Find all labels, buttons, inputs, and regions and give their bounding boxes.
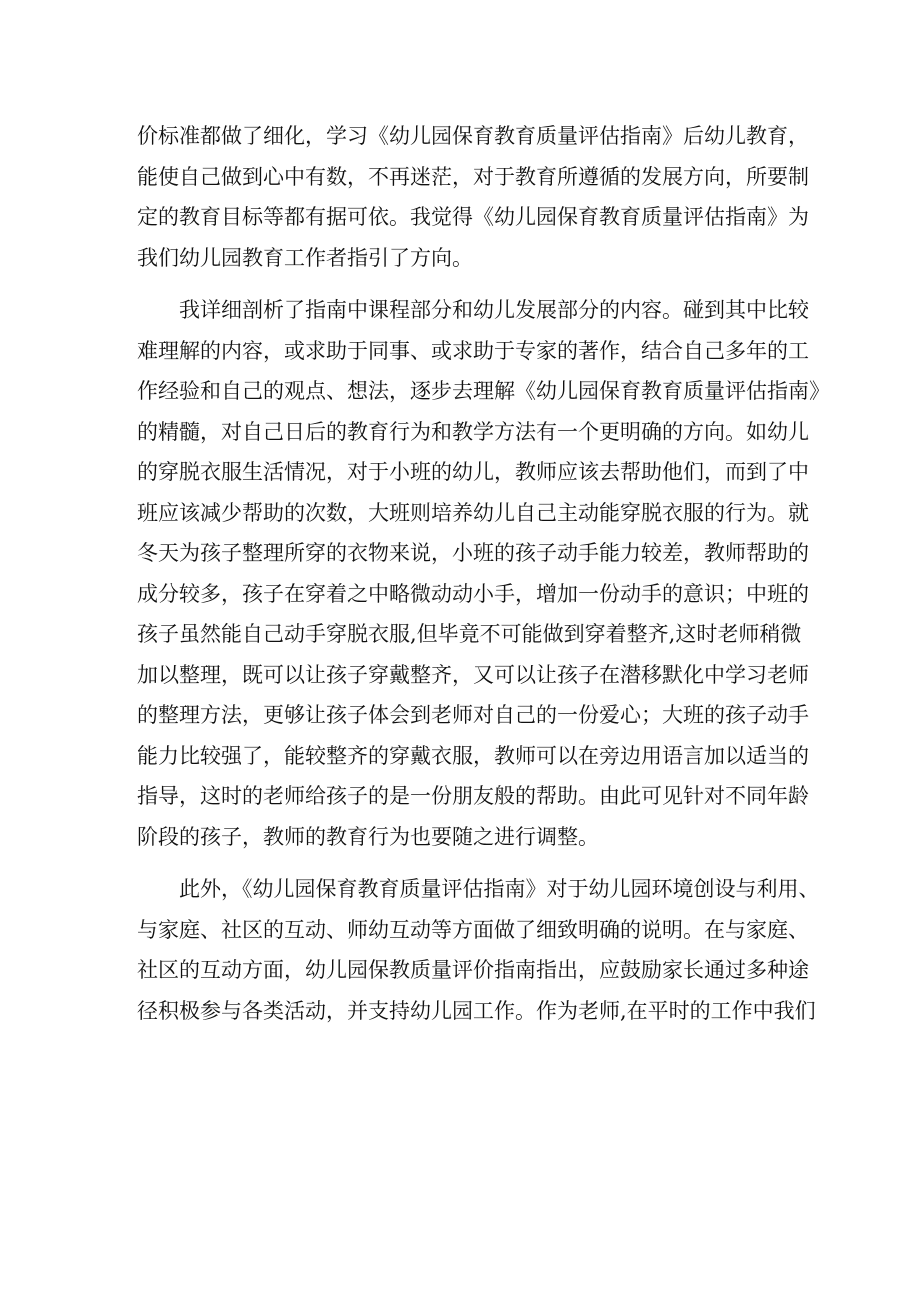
paragraph-line: 加以整理，既可以让孩子穿戴整齐，又可以让孩子在潜移默化中学习老师	[137, 662, 809, 687]
paragraph-line: 孩子虽然能自己动手穿脱衣服,但毕竟不可能做到穿着整齐,这时老师稍微	[137, 622, 802, 646]
paragraph-line: 我详细剖析了指南中课程部分和幼儿发展部分的内容。碰到其中比较	[179, 298, 809, 322]
paragraph-line: 与家庭、社区的互动、师幼互动等方面做了细致明确的说明。在与家庭、	[137, 917, 809, 942]
paragraph-line: 冬天为孩子整理所穿的衣物来说，小班的孩子动手能力较差，教师帮助的	[137, 541, 809, 565]
paragraph-line: 作经验和自己的观点、想法，逐步去理解《幼儿园保育教育质量评估指南》	[137, 379, 830, 403]
paragraph-line: 此外，《幼儿园保育教育质量评估指南》对于幼儿园环境创设与利用、	[179, 877, 820, 901]
paragraph-line: 成分较多，孩子在穿着之中略微动动小手，增加一份动手的意识；中班的	[137, 581, 809, 606]
paragraph-1	[137, 116, 809, 278]
document-body	[137, 116, 830, 1031]
paragraph-line: 指导，这时的老师给孩子的是一份朋友般的帮助。由此可见针对不同年龄	[137, 784, 809, 808]
paragraph-line: 能力比较强了，能较整齐的穿戴衣服，教师可以在旁边用语言加以适当的	[137, 743, 809, 768]
paragraph-line: 径积极参与各类活动，并支持幼儿园工作。作为老师,在平时的工作中我们	[137, 998, 816, 1023]
paragraph-line: 能使自己做到心中有数，不再迷茫，对于教育所遵循的发展方向，所要制	[137, 164, 809, 189]
paragraph-line: 社区的互动方面，幼儿园保教质量评价指南指出，应鼓励家长通过多种途	[137, 958, 809, 982]
paragraph-line: 我们幼儿园教育工作者指引了方向。	[137, 245, 473, 270]
paragraph-line: 价标准都做了细化，学习《幼儿园保育教育质量评估指南》后幼儿教育，	[137, 124, 809, 148]
paragraph-line: 定的教育目标等都有据可依。我觉得《幼儿园保育教育质量评估指南》为	[137, 205, 809, 229]
paragraph-line: 的精髓，对自己日后的教育行为和教学方法有一个更明确的方向。如幼儿	[137, 419, 809, 444]
paragraph-line: 班应该减少帮助的次数，大班则培养幼儿自己主动能穿脱衣服的行为。就	[137, 500, 809, 525]
paragraph-2	[137, 290, 830, 857]
paragraph-3	[137, 869, 820, 1031]
paragraph-line: 阶段的孩子，教师的教育行为也要随之进行调整。	[137, 824, 599, 849]
paragraph-line: 的整理方法，更够让孩子体会到老师对自己的一份爱心；大班的孩子动手	[137, 703, 809, 727]
paragraph-line: 难理解的内容，或求助于同事、或求助于专家的著作，结合自己多年的工	[137, 338, 809, 363]
paragraph-line: 的穿脱衣服生活情况，对于小班的幼儿，教师应该去帮助他们，而到了中	[137, 460, 809, 484]
